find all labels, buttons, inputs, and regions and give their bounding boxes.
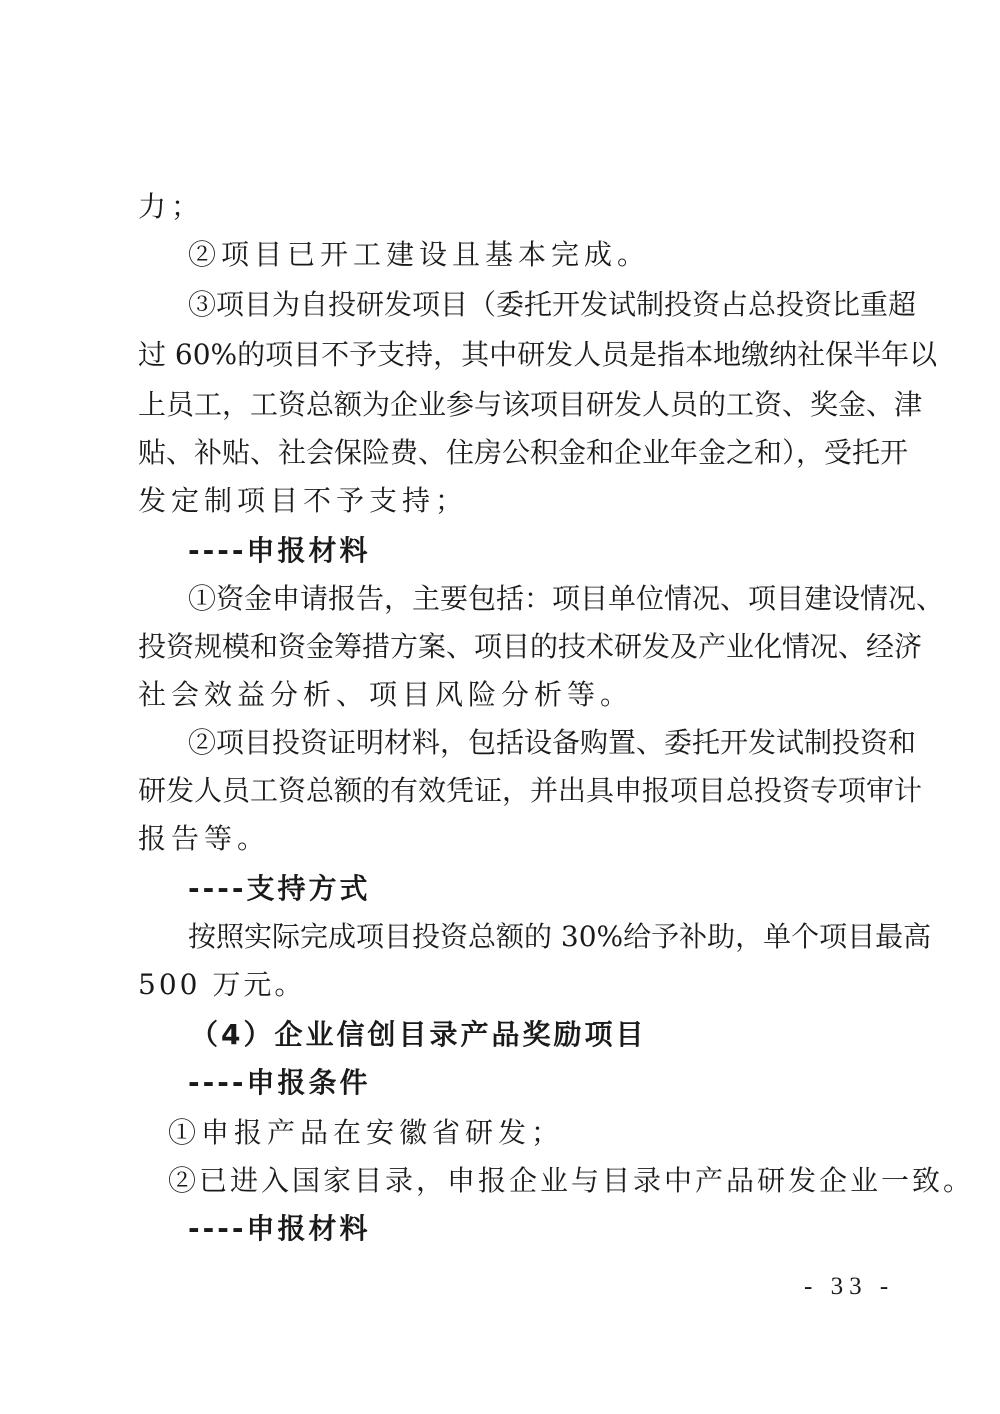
subsection-heading: （4）企业信创目录产品奖励项目 [190,1018,647,1051]
text-line: 力； [138,190,205,223]
section-heading: ----支持方式 [188,872,371,905]
text-line: ①资金申请报告，主要包括：项目单位情况、项目建设情况、 [188,582,945,615]
text-line: 500 万元。 [138,968,306,1001]
page-number: - 33 - [804,1273,895,1300]
text-line: ③项目为自投研发项目（委托开发试制投资占总投资比重超 [188,288,917,321]
text-line: 投资规模和资金筹措方案、项目的技术研发及产业化情况、经济 [138,630,923,663]
text-line: ②项目投资证明材料，包括设备购置、委托开发试制投资和 [188,726,917,759]
text-line: ②已进入国家目录，申报企业与目录中产品研发企业一致。 [168,1164,975,1197]
section-heading: ----申报材料 [188,534,371,567]
text-line: 社会效益分析、项目风险分析等。 [138,678,634,711]
text-line: 报告等。 [138,822,271,855]
text-line: 上员工，工资总额为企业参与该项目研发人员的工资、奖金、津 [138,388,923,421]
text-line: 过 60%的项目不予支持，其中研发人员是指本地缴纳社保半年以 [138,338,938,371]
section-heading: ----申报材料 [188,1212,371,1245]
section-heading: ----申报条件 [188,1066,371,1099]
text-line: 发定制项目不予支持； [138,484,469,517]
text-line: ②项目已开工建设且基本完成。 [188,238,651,271]
text-line: ①申报产品在安徽省研发； [168,1116,565,1149]
text-line: 贴、补贴、社会保险费、住房公积金和企业年金之和），受托开 [138,436,909,469]
text-line: 按照实际完成项目投资总额的 30%给予补助，单个项目最高 [188,920,932,953]
text-line: 研发人员工资总额的有效凭证，并出具申报项目总投资专项审计 [138,774,923,807]
